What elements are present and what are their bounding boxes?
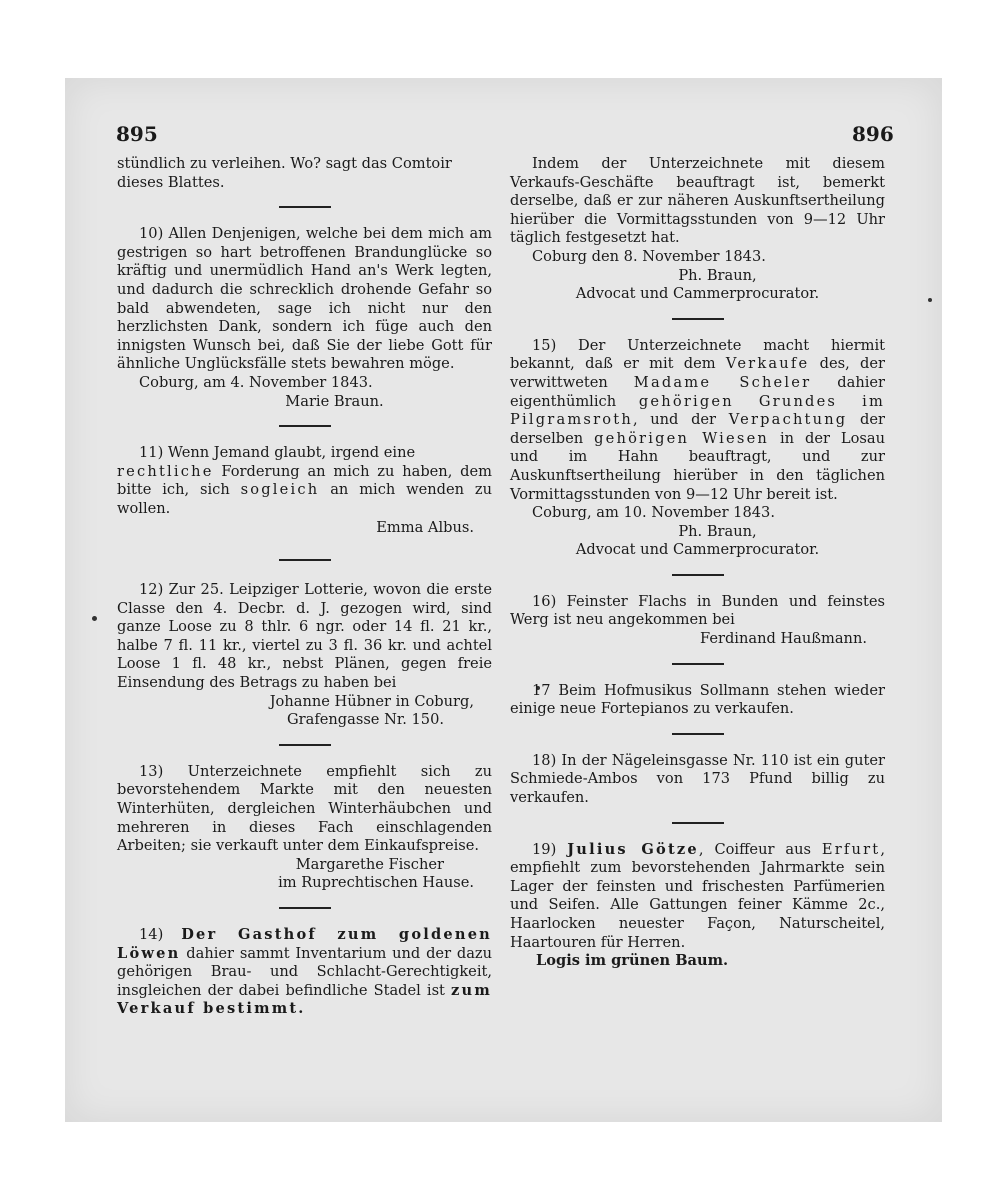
- separator-rule: [672, 574, 724, 576]
- notice-13-signature-1: Margarethe Fischer: [295, 855, 444, 873]
- notice-12-signature-1: Johanne Hübner in Coburg,: [269, 692, 474, 710]
- notice-15-signature-1: Ph. Braun,: [678, 522, 757, 540]
- notice-10-text: 10) Allen Denjenigen, welche bei dem mich am gestrigen so hart betroffenen Brandunglücke so kräftig und unermüdlich Hand an's Werk legten, und dadurch die schrecklich drohende Gefahr so bald abwendeten, sage ich nicht nur den herzlichsten Dank, sondern ich füge auch den innigsten Wunsch bei, daß Sie der liebe Gott für ähnliche Unglücksfälle stets bewahren möge.: [117, 225, 492, 373]
- separator-rule: [672, 318, 724, 320]
- notice-14-text: 14) Der Gasthof zum goldenen Löwen dahier sammt Inventarium und der dazu gehörigen Brau- und Schlacht-Gerechtigkeit, insgleichen der dabei befindliche Stadel ist zum Verkauf bestimmt.: [117, 926, 492, 1018]
- notice-19-text: 19) Julius Götze, Coiffeur aus Erfurt, empfiehlt zum bevorstehenden Jahrmarkte sein Lager der feinsten und frischesten Parfümerien und Seifen. Alle Gattungen feiner Kämme 2c., Haarlocken neuester Façon, Naturscheitel, Haartouren für Herren.: [510, 840, 885, 951]
- notice-15-signature-2: Advocat und Cammerprocurator.: [575, 541, 820, 559]
- separator-rule: [279, 907, 331, 909]
- notice-10-place: Coburg, am 4. November 1843.: [139, 373, 373, 391]
- page-number-left: 895: [116, 122, 158, 146]
- notice-13-signature-2: im Ruprechtischen Hause.: [278, 874, 474, 892]
- notice-12-signature-2: Grafengasse Nr. 150.: [287, 711, 444, 729]
- notice-15-place: Coburg, am 10. November 1843.: [532, 504, 775, 522]
- right-column: [510, 155, 885, 971]
- notice-12-text: 12) Zur 25. Leipziger Lotterie, wovon die erste Classe den 4. Decbr. d. J. gezogen wird, sind ganze Loose zu 8 thlr. 6 ngr. oder 14 fl. 21 kr., halbe 7 fl. 11 kr., viertel zu 3 fl. 36 kr. und achtel Loose 1 fl. 48 kr., nebst Plänen, gegen freie Einsendung des Betrags zu haben bei: [117, 581, 492, 692]
- notice-19-signature: Logis im grünen Baum.: [536, 952, 729, 970]
- separator-rule: [279, 425, 331, 427]
- notice-17-text: 17 Beim Hofmusikus Sollmann stehen wieder einige neue Fortepianos zu verkaufen.: [510, 681, 885, 718]
- separator-rule: [279, 559, 331, 561]
- notice-18-text: 18) In der Nägeleinsgasse Nr. 110 ist ein guter Schmiede-Ambos von 173 Pfund billig zu verkaufen.: [510, 751, 885, 807]
- notice-16-signature: Ferdinand Haußmann.: [700, 630, 867, 648]
- separator-rule: [279, 744, 331, 746]
- notice-15-text: 15) Der Unterzeichnete macht hiermit bekannt, daß er mit dem Verkaufe des, der verwittweten Madame Scheler dahier eigenthümlich gehörigen Grundes im Pilgramsroth, und der Verpachtung der derselben gehörigen Wiesen in der Losau und im Hahn beauftragt, und zur Auskunftsertheilung hierüber in den täglichen Vormittagsstunden von 9—12 Uhr bereit ist.: [510, 336, 885, 503]
- separator-rule: [672, 733, 724, 735]
- left-column: [117, 155, 492, 1019]
- ink-speck: [92, 616, 97, 621]
- continuation-text: Indem der Unterzeichnete mit diesem Verkaufs-Geschäfte beauftragt ist, bemerkt derselbe, daß er zur näheren Auskunftsertheilung hierüber die Vormittagsstunden von 9—12 Uhr täglich festgesetzt hat.: [510, 155, 885, 247]
- ink-speck: [928, 298, 932, 302]
- notice-11-text: 11) Wenn Jemand glaubt, irgend eine rechtliche Forderung an mich zu haben, dem bitte ich, sich sogleich an mich wenden zu wollen.: [117, 444, 492, 517]
- separator-rule: [279, 206, 331, 208]
- page-number-right: 896: [852, 122, 894, 146]
- notice-10-signature: Marie Braun.: [285, 392, 384, 410]
- notice-16-text: 16) Feinster Flachs in Bunden und feinstes Werg ist neu angekommen bei: [510, 592, 885, 629]
- separator-rule: [672, 822, 724, 824]
- continuation-signature-2: Advocat und Cammerprocurator.: [575, 285, 820, 303]
- notice-13-text: 13) Unterzeichnete empfiehlt sich zu bevorstehendem Markte mit den neuesten Winterhüten, dergleichen Winterhäubchen und mehreren in dieses Fach einschlagenden Arbeiten; sie verkauft unter dem Einkaufspreise.: [117, 762, 492, 855]
- notice-11-signature: Emma Albus.: [376, 518, 474, 536]
- continuation-place: Coburg den 8. November 1843.: [532, 247, 766, 265]
- intro-line-2: dieses Blattes.: [117, 173, 225, 191]
- intro-line-1: stündlich zu verleihen. Wo? sagt das Comtoir: [117, 155, 452, 172]
- separator-rule: [672, 663, 724, 665]
- continuation-signature-1: Ph. Braun,: [678, 266, 757, 284]
